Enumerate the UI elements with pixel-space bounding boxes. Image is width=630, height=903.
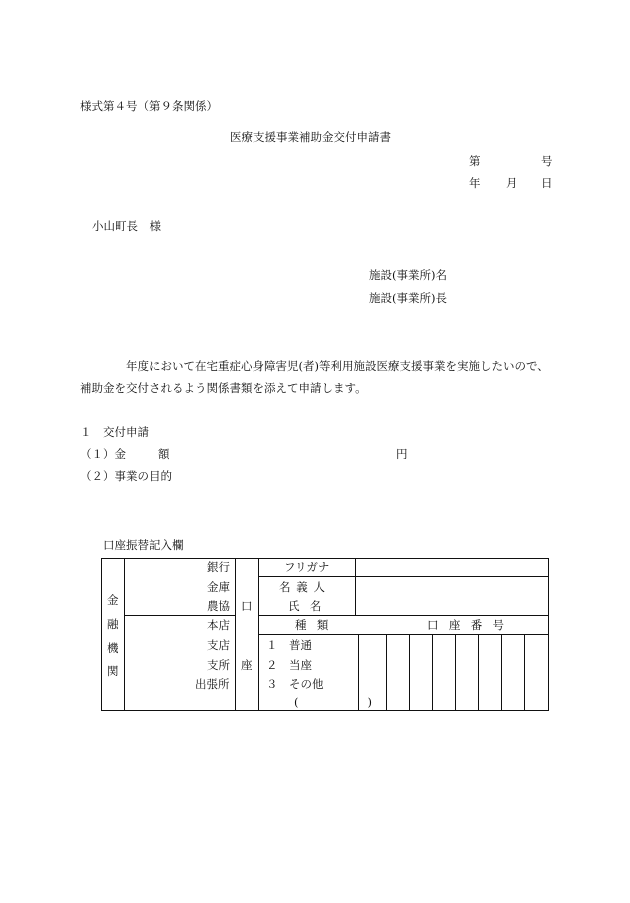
shimei-label: 氏名 (288, 599, 332, 613)
branch-type-shisho: 支所 (207, 658, 230, 672)
facility-head-label: 施設(事業所)長 (369, 291, 447, 305)
form-number: 様式第４号（第９条関係） (80, 99, 218, 113)
branch-type-shutchojo: 出張所 (195, 677, 230, 691)
furigana-label: フリガナ (284, 560, 330, 574)
bank-type-ginko: 銀行 (207, 560, 230, 574)
facility-name-label: 施設(事業所)名 (369, 268, 447, 282)
kinyu-char-3: 機 (107, 641, 119, 655)
addressee: 小山町長 様 (92, 219, 161, 233)
date-year: 年 (469, 176, 481, 190)
body-text-line1: 年度において在宅重症心身障害児(者)等利用施設医療支援事業を実施したいので、 (126, 359, 549, 373)
koza-char-1: 口 (241, 599, 253, 613)
date-month: 月 (506, 176, 518, 190)
amount-label: （１）金 (80, 447, 126, 461)
date-day: 日 (541, 176, 553, 190)
type-option-toza: ２ 当座 (266, 658, 312, 672)
amount-unit: 円 (396, 447, 408, 461)
purpose-label: （２）事業の目的 (80, 469, 172, 483)
type-option-other-paren: ( ) (294, 695, 372, 709)
amount-label-2: 額 (158, 447, 170, 461)
doc-number-dai: 第 (469, 154, 481, 168)
meigi-label: 名義人 (279, 580, 331, 594)
body-text-line2: 補助金を交付されるよう関係書類を添えて申請します。 (80, 381, 367, 395)
koza-bango-label: 口座番号 (427, 618, 515, 632)
bank-type-kinko: 金庫 (207, 580, 230, 594)
kinyu-char-4: 関 (107, 664, 119, 678)
shurui-label: 種類 (295, 618, 339, 632)
section1-heading: １ 交付申請 (80, 425, 149, 439)
type-option-sonota: ３ その他 (266, 677, 324, 691)
type-option-futsu: １ 普通 (266, 638, 312, 652)
koza-char-2: 座 (241, 658, 253, 672)
account-heading: 口座振替記入欄 (103, 538, 184, 552)
branch-type-shiten: 支店 (207, 638, 230, 652)
kinyu-char-1: 金 (107, 593, 119, 607)
document-title: 医療支援事業補助金交付申請書 (230, 130, 391, 144)
branch-type-honten: 本店 (207, 618, 230, 632)
kinyu-char-2: 融 (107, 617, 119, 631)
bank-type-nokyo: 農協 (207, 599, 230, 613)
doc-number-go: 号 (541, 154, 553, 168)
